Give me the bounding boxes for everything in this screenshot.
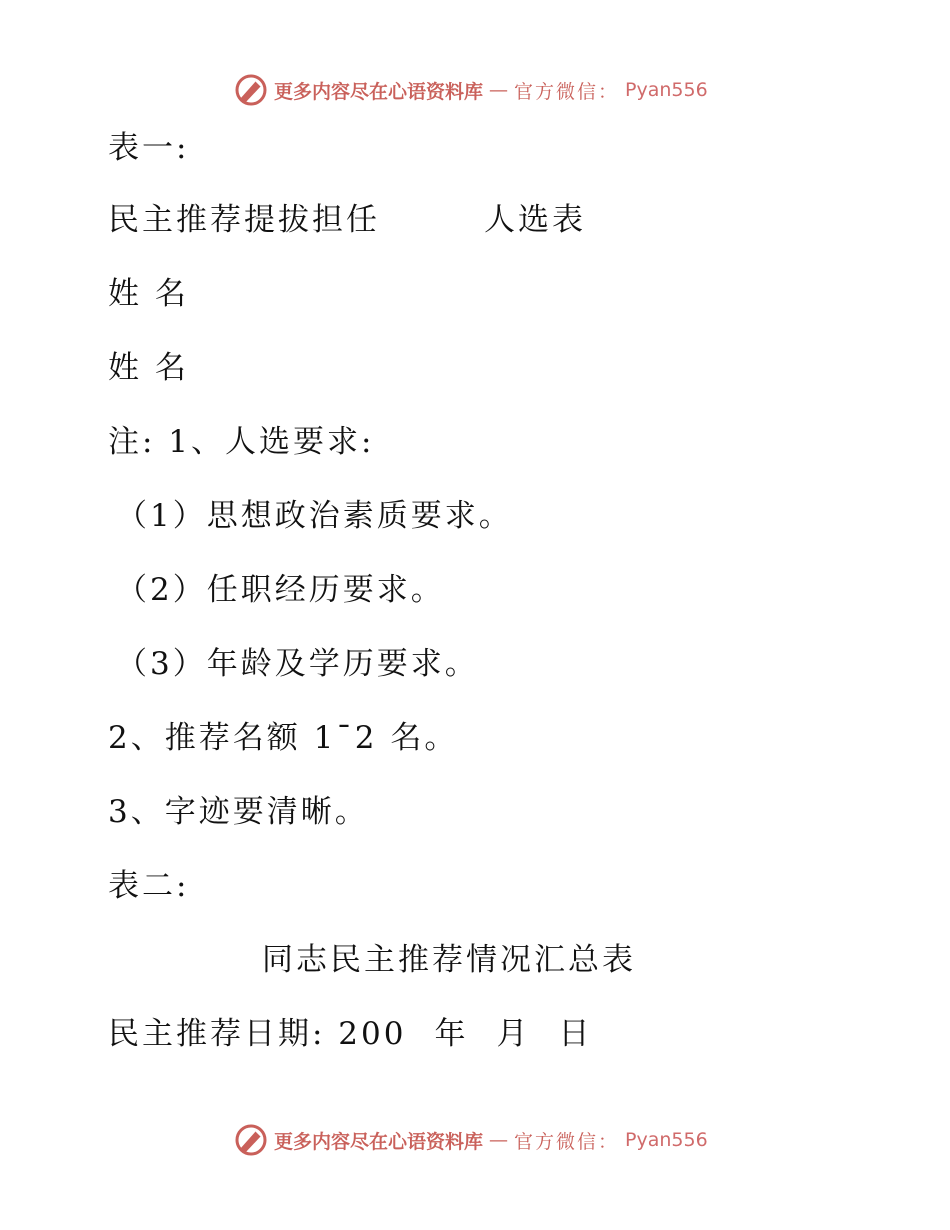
table1-label: 表一:	[108, 130, 190, 166]
table1-title-suffix: 人选表	[484, 202, 586, 238]
table1-title	[108, 200, 586, 240]
pen-logo-icon	[234, 1123, 268, 1157]
watermark-footer	[234, 1122, 708, 1158]
name-field-label-1: 姓 名	[108, 276, 189, 312]
note-quota: 2、推荐名额 1¯2 名。	[108, 720, 459, 756]
watermark-sub-text: 官方微信：	[514, 80, 620, 103]
table2-label: 表二:	[108, 868, 190, 904]
pen-logo-icon	[234, 73, 268, 107]
recommend-date-line	[108, 1014, 592, 1054]
watermark-wechat-id: Pyan556	[625, 79, 708, 101]
requirement-2: （2）任职经历要求。	[116, 572, 445, 608]
note-handwriting: 3、字迹要清晰。	[108, 794, 369, 830]
watermark-sub-text: 官方微信：	[514, 1130, 620, 1153]
requirement-1: （1）思想政治素质要求。	[116, 498, 513, 534]
watermark-dash: —	[489, 1129, 509, 1151]
date-label: 民主推荐日期: 200	[108, 1016, 407, 1052]
date-month: 月	[496, 1016, 531, 1052]
requirement-3: （3）年龄及学历要求。	[116, 646, 479, 682]
table1-title-prefix: 民主推荐提拔担任	[108, 202, 380, 238]
date-day: 日	[558, 1016, 593, 1052]
note-heading: 注: 1、人选要求:	[108, 424, 375, 460]
date-year: 年	[434, 1016, 469, 1052]
watermark-header	[234, 72, 708, 108]
watermark-main-text: 更多内容尽在心语资料库	[274, 1130, 484, 1153]
name-field-label-2: 姓 名	[108, 350, 189, 386]
watermark-main-text: 更多内容尽在心语资料库	[274, 80, 484, 103]
table2-title: 同志民主推荐情况汇总表	[262, 942, 636, 978]
watermark-wechat-id: Pyan556	[625, 1129, 708, 1151]
watermark-dash: —	[489, 79, 509, 101]
